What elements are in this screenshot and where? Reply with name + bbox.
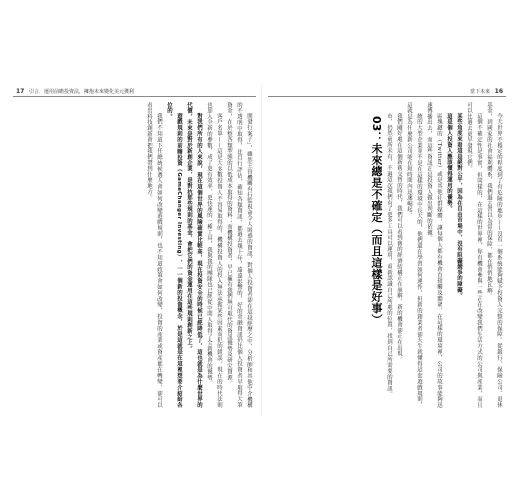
- right-running-head: [470, 88, 506, 95]
- section-heading: [368, 102, 384, 408]
- left-page: [7, 84, 262, 416]
- right-paragraph-2: 這個不確定性是事實，但同樣的，在這樣的世界裡，你有機會參與一些正在改變我們生活方式的公司與產業，而且可以比過去更早發現它們。: [466, 102, 482, 408]
- section-number: 03: [370, 116, 383, 132]
- left-body-text: [15, 102, 254, 408]
- left-paragraph-1: 開發行案子」，雖然主管機關有行監視命令人困惑的資訊，對個人投資者卻在這段經歷之中，分析師和其他中介機構的不透明中取得，比自行評估，確知各類資訊，都過去幾十年，遠遠影響的，好的金融資訊仍比個人投資者早取得大筆資金，在於整各類型態的以低成本取得的資料；而機構投資者，早已擁有我們無可取代的資訊優勢及研究資源。: [226, 102, 252, 408]
- right-paragraph-8: 市，仍然前所未有，不過這次我們有了更多工具可以運用，重新認識自己所處的位置，找到自己所需要的資訊。: [386, 112, 392, 397]
- left-paragraph-3-bold: 對我們所有的人來說，現在這個世界的風險確實比較高，現在投資安全的時候已經降低了，這也就是為什麼世界的代價，未來是對於新創企業，是對抗那些規則的基金，會把它們的資金運用在這些規則創新之上。: [186, 102, 202, 408]
- right-header-rule: [268, 96, 506, 97]
- left-running-title: 引言．運用前瞻投資法，擁抱未來變化美元獲利: [28, 89, 134, 95]
- right-page: [262, 84, 512, 416]
- right-page-number: 16: [494, 88, 503, 95]
- right-paragraph-7: 我們剛好處在這個新舊交替的時代，我們可以看到舊的經濟結構正在崩解，新的機會卻正在出現。: [396, 112, 402, 363]
- left-page-number: 17: [16, 88, 25, 95]
- left-header-rule: [13, 96, 256, 97]
- right-running-title: 當下未來: [470, 89, 491, 95]
- left-running-head: [13, 88, 134, 95]
- section-title: ：未來總是不確定（而且這樣是好事）: [370, 131, 383, 326]
- left-paragraph-2: 客戶名單——這是大多數投資人不容易取得的，機構投資人的投入無法承擔某些因素而犯的錯誤。現在的時代法則也加入全新的參數，成了更有效率、更快速的一種工具，我與我的團隊也已經從中間人取得了全新機會的優勢。: [206, 102, 222, 408]
- right-paragraph-1: 今天世界不穩定的程度到了有危險的地步——沒有一個系統能夠賦予投資人完整的保障。從銀行、保險公司、退休基金，到國家的社會福利體系，我們過去習以為常的保障，都在悄悄地瓦解。: [486, 102, 502, 408]
- right-paragraph-6: 統的大型企業並不是在這樣的環境中長大的，他們還在學習如何運作，但新的創業者卻天生就懂得這套遊戲規則，這就是為什麼新公司能在短時間內迅速崛起。: [406, 102, 422, 408]
- right-paragraph-5: 區塊鏈的（Twitter）或是其他社群媒體，讓每個人都有機會直接觸及聽眾，在這樣的環境裡，公司的故事能夠迅速傳播出去，而這些資訊正是投資人做出判斷的依據。: [426, 102, 442, 408]
- right-body-text: [270, 102, 504, 408]
- right-paragraph-3-bold: 某些角度來看這是絕對公平，因為在自由市場中，沒有阻礙競爭的障礙。: [456, 112, 462, 299]
- right-paragraph-4-bold: 這是個人投資人應該懂得運用的優勢。: [446, 112, 452, 212]
- left-paragraph-4-bold: 遊戲規則的前瞻投資（GameChanger Investing），一一個新的投資概念，於是這就是在這裡想要介紹給各位的。: [166, 102, 182, 408]
- left-paragraph-5: 我們不知道下任總統候選人會如何改變遊戲規則，也不知道政策會如何改變，投資的產業或資產都在轉變，卻可以看出科技創新會把我們帶到什麼地方。: [146, 102, 162, 408]
